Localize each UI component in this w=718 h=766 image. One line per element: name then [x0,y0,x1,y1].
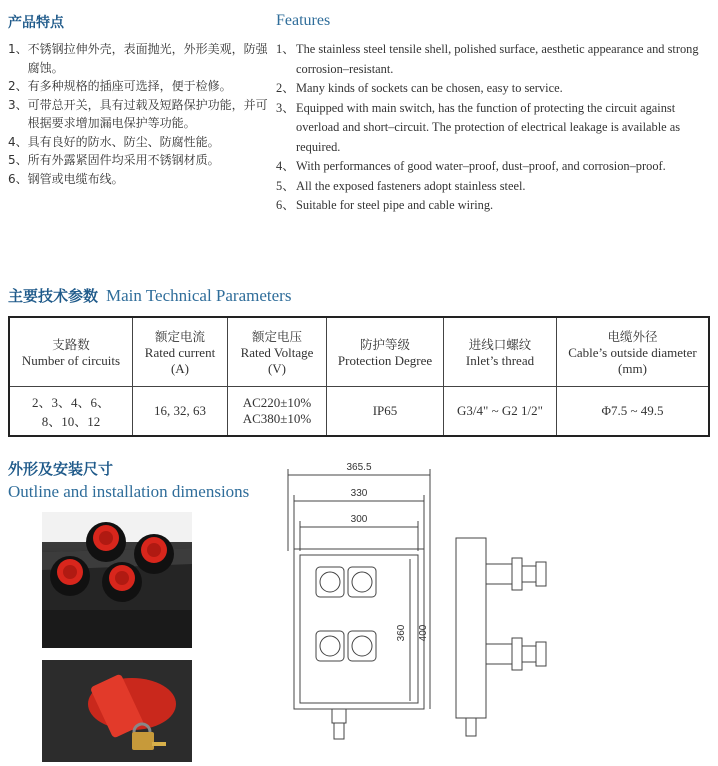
features-cn-list [8,40,270,188]
table-cell: IP65 [327,387,444,437]
list-item: 5、 All the exposed fasteners adopt stainless steel. [276,178,526,193]
header-cell: 防护等级 Protection Degree [327,317,444,387]
list-item: 2、 有多种规格的插座可选择，便于检修。 [8,79,232,93]
product-photo-sockets [42,512,192,648]
header-cell: 电缆外径 Cable’s outside diameter (mm) [557,317,710,387]
dim-365: 365.5 [346,462,372,473]
features-cn-title: 产品特点 [8,15,64,31]
product-photo-switch [42,660,192,762]
list-item: 6、 钢管或电缆布线。 [8,171,124,186]
side-view-drawing [452,530,562,760]
outline-cn-title: 外形及安装尺寸 [8,460,114,478]
table-cell: 16, 32, 63 [133,387,228,437]
table-cell: 2、3、4、6、 8、10、12 [9,387,133,437]
params-cn-title: 主要技术参数 [8,287,99,305]
features-en-title: Features [276,12,331,29]
header-cell: 额定电流 Rated current (A) [133,317,228,387]
params-en-title: Main Technical Parameters [106,286,292,305]
parameters-table [8,316,710,437]
table-cell: G3/4" ~ G2 1/2" [444,387,557,437]
table-header-row [9,317,709,387]
list-item: 5、 所有外露紧固件均采用不锈钢材质。 [8,153,220,167]
main-switch-image [42,660,192,762]
table-row [9,387,709,437]
params-heading [8,285,291,306]
table-cell: Φ7.5 ~ 49.5 [557,387,710,437]
list-item: 6、 Suitable for steel pipe and cable wiring. [276,198,494,212]
list-item: 1、 不锈钢拉伸外壳，表面抛光，外形美观，防强腐蚀。 [8,42,268,75]
front-view-drawing [270,455,450,766]
dim-330: 330 [350,488,368,499]
socket-box-image [42,512,192,648]
table-cell: AC220±10% AC380±10% [228,387,327,437]
list-item: 2、 Many kinds of sockets can be chosen, easy to service. [276,81,563,95]
header-cell: 支路数 Number of circuits [9,317,133,387]
header-cell: 额定电压 Rated Voltage (V) [228,317,327,387]
list-item: 4、 具有良好的防水、防尘、防腐性能。 [8,134,220,149]
features-en-list [276,40,712,216]
list-item: 3、 可带总开关，具有过载及短路保护功能，并可根据要求增加漏电保护等功能。 [8,97,268,130]
list-item: 4、 With performances of good water–proof, dust–proof, and corrosion–proof. [276,159,666,173]
outline-en-title: Outline and installation dimensions [8,482,250,501]
list-item: 3、 Equipped with main switch, has the function of protecting the circuit against overload and short–circuit. The protection of electrical leakage is available as required. [276,100,681,154]
dim-300: 300 [350,514,368,525]
dim-360: 360 [396,624,407,642]
header-cell: 进线口螺纹 Inlet’s thread [444,317,557,387]
list-item: 1、 The stainless steel tensile shell, polished surface, aesthetic appearance and strong corrosion–resistant. [276,42,699,76]
dim-400: 400 [418,624,429,642]
